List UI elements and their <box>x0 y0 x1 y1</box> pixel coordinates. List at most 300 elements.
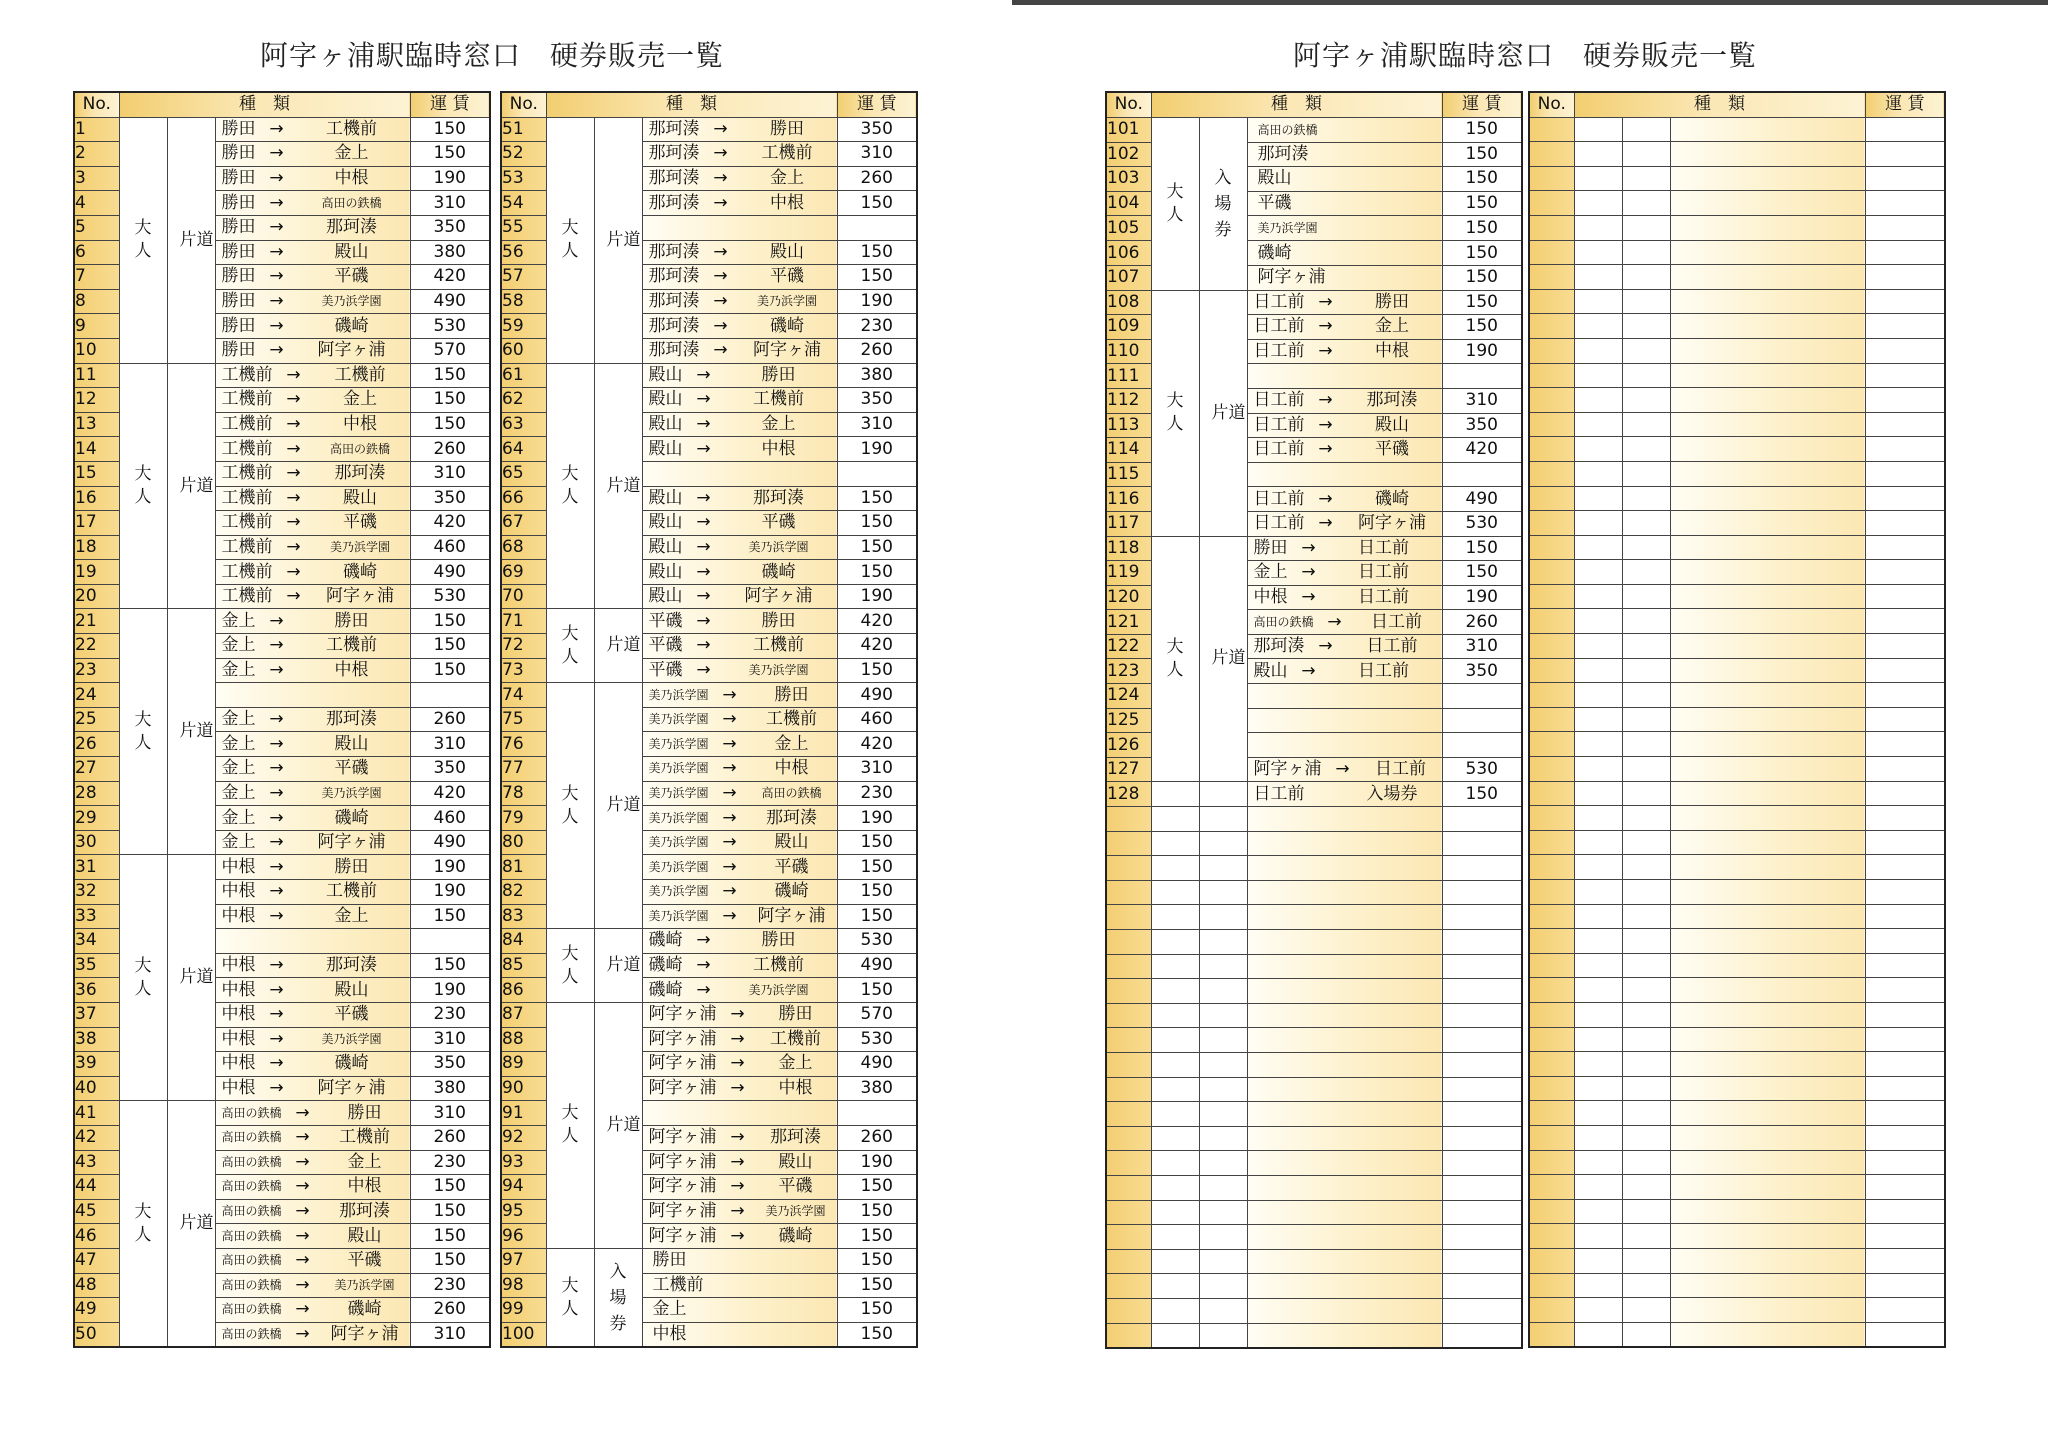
route-cell <box>215 265 410 290</box>
category-platform <box>1199 117 1247 290</box>
category-oneway <box>594 1002 642 1248</box>
arrow-icon: → <box>295 1274 310 1295</box>
to-station: 勝田 <box>761 364 796 385</box>
row-number <box>1106 1151 1151 1176</box>
route-cell <box>1247 634 1442 659</box>
blank-cell <box>1151 954 1199 979</box>
category-adult <box>546 683 594 929</box>
empty-row <box>1106 979 1522 1004</box>
from-station: 金上 <box>221 610 256 631</box>
to-station: 殿山 <box>347 1225 382 1246</box>
row-number <box>1529 880 1574 905</box>
row-number: 121 <box>1106 610 1151 635</box>
route-cell <box>1670 707 1865 732</box>
to-station: 美乃浜学園 <box>334 1277 395 1292</box>
from-station: 金上 <box>221 659 256 680</box>
arrow-icon: → <box>730 1053 745 1074</box>
fare-value <box>1442 733 1522 758</box>
table-row <box>74 609 490 634</box>
from-station: 磯崎 <box>648 979 683 1000</box>
category-adult <box>1151 117 1199 290</box>
category-adult <box>119 609 167 855</box>
row-number: 33 <box>74 904 119 929</box>
category-adult <box>546 1002 594 1248</box>
fare-value <box>1865 560 1945 585</box>
to-station: 美乃浜学園 <box>748 982 809 997</box>
route-cell <box>642 658 837 683</box>
arrow-icon: → <box>696 512 711 533</box>
row-number <box>1529 609 1574 634</box>
to-station: 平磯 <box>770 266 804 287</box>
arrow-icon: → <box>269 266 284 287</box>
from-station: 金上 <box>1253 562 1288 583</box>
row-number: 105 <box>1106 216 1151 241</box>
to-station: 金上 <box>334 905 369 926</box>
from-station: 高田の鉄橋 <box>221 1253 282 1268</box>
row-number: 98 <box>501 1273 546 1298</box>
empty-row <box>1529 1101 1945 1126</box>
from-station: 阿字ヶ浦 <box>648 1078 717 1099</box>
route-cell <box>1670 412 1865 437</box>
fare-value: 460 <box>410 535 490 560</box>
row-number: 53 <box>501 166 546 191</box>
row-number: 41 <box>74 1101 119 1126</box>
blank-cell <box>1622 929 1670 954</box>
to-station: 那珂湊 <box>339 1201 391 1222</box>
row-number: 71 <box>501 609 546 634</box>
fare-value <box>1865 191 1945 216</box>
from-station: 阿字ヶ浦 <box>648 1028 717 1049</box>
fare-value: 230 <box>410 1273 490 1298</box>
to-station: 中根 <box>778 1078 813 1099</box>
empty-row <box>1106 831 1522 856</box>
from-station: 中根 <box>221 856 256 877</box>
to-station: 日工前 <box>1358 537 1409 558</box>
fare-value: 150 <box>837 830 917 855</box>
header-no: No. <box>501 92 546 117</box>
route-cell <box>1247 413 1442 438</box>
row-number: 64 <box>501 437 546 462</box>
to-station: 磯崎 <box>347 1299 382 1320</box>
route-cell <box>1247 1126 1442 1151</box>
adult-label: 大人 <box>561 1103 579 1147</box>
route-cell <box>1670 609 1865 634</box>
from-station: 中根 <box>221 1053 256 1074</box>
to-station: 殿山 <box>334 979 369 1000</box>
fare-value: 230 <box>837 314 917 339</box>
fare-value <box>837 1101 917 1126</box>
empty-row <box>1106 1102 1522 1127</box>
blank-cell <box>1622 757 1670 782</box>
fare-value: 260 <box>1442 610 1522 635</box>
empty-row <box>1529 1298 1945 1323</box>
row-number: 4 <box>74 191 119 216</box>
row-number: 92 <box>501 1125 546 1150</box>
route-cell <box>215 1052 410 1077</box>
to-station: 殿山 <box>334 241 369 262</box>
route-cell <box>1670 117 1865 142</box>
from-station: 那珂湊 <box>648 315 700 336</box>
station-name: 工機前 <box>652 1274 704 1295</box>
row-number: 114 <box>1106 438 1151 463</box>
route-cell <box>1670 191 1865 216</box>
row-number: 37 <box>74 1002 119 1027</box>
category-oneway <box>594 929 642 1003</box>
route-cell <box>642 1076 837 1101</box>
arrow-icon: → <box>269 782 284 803</box>
fare-value <box>1865 904 1945 929</box>
empty-row <box>1106 1175 1522 1200</box>
route-cell <box>642 880 837 905</box>
row-number <box>1529 117 1574 142</box>
blank-cell <box>1199 979 1247 1004</box>
fare-value: 350 <box>1442 659 1522 684</box>
route-cell <box>1247 807 1442 832</box>
row-number: 47 <box>74 1248 119 1273</box>
route-cell <box>642 1101 837 1126</box>
empty-row <box>1529 363 1945 388</box>
route-cell <box>642 388 837 413</box>
to-station: 磯崎 <box>774 881 809 902</box>
blank-cell <box>1622 314 1670 339</box>
route-cell <box>215 1150 410 1175</box>
route-cell <box>215 1027 410 1052</box>
empty-row <box>1529 830 1945 855</box>
empty-row <box>1529 265 1945 290</box>
route-cell <box>1247 1151 1442 1176</box>
arrow-icon: → <box>730 1078 745 1099</box>
route-cell <box>215 461 410 486</box>
empty-row <box>1529 215 1945 240</box>
row-number: 90 <box>501 1076 546 1101</box>
row-number: 40 <box>74 1076 119 1101</box>
category-oneway <box>167 1101 215 1347</box>
to-station: 磯崎 <box>778 1225 813 1246</box>
adult-label: 大人 <box>1166 391 1184 435</box>
route-cell <box>1670 880 1865 905</box>
blank-cell <box>1622 166 1670 191</box>
to-station: 磯崎 <box>1375 488 1409 509</box>
fare-value <box>1865 1248 1945 1273</box>
route-cell <box>1670 732 1865 757</box>
to-station: 那珂湊 <box>1366 390 1418 411</box>
row-number: 11 <box>74 363 119 388</box>
route-cell <box>215 1076 410 1101</box>
fare-value <box>837 461 917 486</box>
row-number: 117 <box>1106 511 1151 536</box>
route-cell <box>1670 1199 1865 1224</box>
fare-value <box>1865 240 1945 265</box>
from-station: 工機前 <box>221 487 273 508</box>
blank-cell <box>1622 1027 1670 1052</box>
arrow-icon: → <box>1301 660 1316 681</box>
to-station: 殿山 <box>778 1151 813 1172</box>
blank-cell <box>1622 461 1670 486</box>
arrow-icon: → <box>269 905 284 926</box>
route-cell <box>1670 486 1865 511</box>
row-number: 70 <box>501 584 546 609</box>
to-station: 平磯 <box>334 1004 369 1025</box>
arrow-icon: → <box>1301 586 1316 607</box>
empty-row <box>1529 953 1945 978</box>
route-cell <box>1670 806 1865 831</box>
arrow-icon: → <box>722 733 737 754</box>
fare-value <box>1865 683 1945 708</box>
blank-cell <box>1574 560 1622 585</box>
blank-cell <box>1574 880 1622 905</box>
fare-value: 310 <box>410 732 490 757</box>
ticket-kind-label: 片道 <box>606 1114 641 1135</box>
row-number <box>1106 1225 1151 1250</box>
route-cell <box>1670 363 1865 388</box>
fare-value: 150 <box>837 1322 917 1347</box>
empty-row <box>1529 1175 1945 1200</box>
to-station: 日工前 <box>1358 562 1409 583</box>
arrow-icon: → <box>1318 636 1333 657</box>
empty-row <box>1529 338 1945 363</box>
fare-value <box>1865 1101 1945 1126</box>
ticket-kind-label: 片道 <box>179 475 214 496</box>
route-cell <box>215 1175 410 1200</box>
route-cell <box>642 1052 837 1077</box>
row-number <box>1529 1273 1574 1298</box>
blank-cell <box>1574 683 1622 708</box>
arrow-icon: → <box>730 1201 745 1222</box>
route-cell <box>1247 684 1442 709</box>
from-station: 金上 <box>221 733 256 754</box>
arrow-icon: → <box>722 758 737 779</box>
from-station: 工機前 <box>221 586 273 607</box>
fare-value: 350 <box>410 215 490 240</box>
to-station: 美乃浜学園 <box>748 662 809 677</box>
route-cell <box>1247 880 1442 905</box>
arrow-icon: → <box>286 414 301 435</box>
station-name: 中根 <box>652 1323 687 1344</box>
fare-value: 350 <box>837 388 917 413</box>
to-station: 美乃浜学園 <box>321 785 382 800</box>
from-station: 美乃浜学園 <box>648 761 709 776</box>
row-number: 93 <box>501 1150 546 1175</box>
route-cell <box>1670 584 1865 609</box>
blank-cell <box>1199 1274 1247 1299</box>
empty-row <box>1529 437 1945 462</box>
from-station: 高田の鉄橋 <box>221 1228 282 1243</box>
to-station: 平磯 <box>334 266 369 287</box>
arrow-icon: → <box>730 1225 745 1246</box>
blank-cell <box>1574 486 1622 511</box>
category-adult <box>546 609 594 683</box>
blank-cell <box>1574 314 1622 339</box>
route-cell <box>642 511 837 536</box>
station-name: 高田の鉄橋 <box>1257 122 1318 137</box>
fare-value: 380 <box>837 363 917 388</box>
blank-cell <box>1622 683 1670 708</box>
arrow-icon: → <box>722 807 737 828</box>
empty-row <box>1106 1151 1522 1176</box>
row-number: 31 <box>74 855 119 880</box>
fare-value: 310 <box>837 142 917 167</box>
row-number: 124 <box>1106 684 1151 709</box>
row-number <box>1106 1323 1151 1348</box>
blank-cell <box>1574 1076 1622 1101</box>
route-cell <box>642 634 837 659</box>
category-oneway <box>167 609 215 855</box>
fare-value <box>1865 707 1945 732</box>
row-number <box>1106 1052 1151 1077</box>
table-row <box>501 683 917 708</box>
row-number: 127 <box>1106 757 1151 782</box>
empty-row <box>1529 314 1945 339</box>
blank-cell <box>1622 240 1670 265</box>
route-cell <box>1247 1249 1442 1274</box>
arrow-icon: → <box>696 635 711 656</box>
category-oneway <box>594 683 642 929</box>
row-number <box>1529 511 1574 536</box>
fare-value <box>1865 732 1945 757</box>
from-station: 勝田 <box>221 217 256 238</box>
arrow-icon: → <box>286 438 301 459</box>
ticket-kind-label: 片道 <box>179 229 214 250</box>
category-adult <box>119 1101 167 1347</box>
route-cell <box>1247 315 1442 340</box>
fare-value <box>1865 215 1945 240</box>
fare-value <box>1865 486 1945 511</box>
to-station: 中根 <box>343 414 377 435</box>
from-station: 高田の鉄橋 <box>221 1179 282 1194</box>
route-cell <box>1247 1323 1442 1348</box>
blank-cell <box>1574 978 1622 1003</box>
route-cell <box>1247 1028 1442 1053</box>
table-row <box>501 1248 917 1273</box>
blank-cell <box>1151 1077 1199 1102</box>
blank-cell <box>1574 1101 1622 1126</box>
table-row <box>501 117 917 142</box>
arrow-icon: → <box>286 487 301 508</box>
row-number: 101 <box>1106 117 1151 142</box>
arrow-icon: → <box>713 291 728 312</box>
fare-value: 150 <box>410 658 490 683</box>
blank-cell <box>1622 1150 1670 1175</box>
empty-row <box>1529 289 1945 314</box>
blank-cell <box>1622 658 1670 683</box>
blank-cell <box>1574 634 1622 659</box>
route-cell <box>642 1248 837 1273</box>
route-cell <box>215 1125 410 1150</box>
row-number: 49 <box>74 1298 119 1323</box>
to-station: 金上 <box>761 414 796 435</box>
to-station: 阿字ヶ浦 <box>757 905 826 926</box>
row-number: 111 <box>1106 364 1151 389</box>
arrow-icon: → <box>269 832 284 853</box>
fare-value: 380 <box>410 240 490 265</box>
fare-value: 570 <box>410 338 490 363</box>
blank-cell <box>1622 855 1670 880</box>
arrow-icon: → <box>696 561 711 582</box>
to-station: 金上 <box>347 1151 382 1172</box>
blank-cell <box>1622 1224 1670 1249</box>
to-station: 阿字ヶ浦 <box>326 586 394 607</box>
category-adult <box>546 1248 594 1347</box>
to-station: 阿字ヶ浦 <box>317 340 386 361</box>
fare-value: 420 <box>837 732 917 757</box>
arrow-icon: → <box>295 1201 310 1222</box>
arrow-icon: → <box>1318 291 1333 312</box>
route-cell <box>1247 536 1442 561</box>
row-number: 46 <box>74 1224 119 1249</box>
row-number: 126 <box>1106 733 1151 758</box>
fare-value: 150 <box>837 880 917 905</box>
fare-value: 460 <box>410 806 490 831</box>
route-cell <box>1670 314 1865 339</box>
blank-cell <box>1151 807 1199 832</box>
arrow-icon: → <box>713 143 728 164</box>
arrow-icon: → <box>286 364 301 385</box>
route-cell <box>1247 438 1442 463</box>
category-oneway <box>594 609 642 683</box>
from-station: 美乃浜学園 <box>648 884 709 899</box>
empty-row <box>1529 191 1945 216</box>
to-station: 工機前 <box>339 1127 391 1148</box>
row-number <box>1529 658 1574 683</box>
empty-row <box>1529 142 1945 167</box>
empty-row <box>1106 1126 1522 1151</box>
header-kind: 種 類 <box>1574 92 1865 117</box>
route-cell <box>1670 1125 1865 1150</box>
row-number: 50 <box>74 1322 119 1347</box>
empty-row <box>1529 1248 1945 1273</box>
route-cell <box>215 1002 410 1027</box>
blank-cell <box>1622 1125 1670 1150</box>
to-station: 中根 <box>334 168 369 189</box>
blank-cell <box>1574 929 1622 954</box>
route-cell <box>642 609 837 634</box>
arrow-icon: → <box>1318 513 1333 534</box>
fare-value <box>1865 1052 1945 1077</box>
arrow-icon: → <box>696 955 711 976</box>
fare-value <box>1865 584 1945 609</box>
blank-cell <box>1199 807 1247 832</box>
blank-cell <box>1199 1028 1247 1053</box>
empty-row <box>1529 117 1945 142</box>
fare-value: 150 <box>1442 241 1522 266</box>
from-station: 高田の鉄橋 <box>221 1277 282 1292</box>
arrow-icon: → <box>1318 316 1333 337</box>
blank-cell <box>1151 1126 1199 1151</box>
header-kind: 種 類 <box>1151 92 1442 117</box>
blank-cell <box>1151 1028 1199 1053</box>
from-station: 工機前 <box>221 512 273 533</box>
fare-value <box>1865 855 1945 880</box>
row-number: 86 <box>501 978 546 1003</box>
fare-value <box>410 929 490 954</box>
arrow-icon: → <box>1327 611 1342 632</box>
to-station: 工機前 <box>326 881 377 902</box>
blank-cell <box>1622 830 1670 855</box>
to-station: 平磯 <box>347 1250 382 1271</box>
row-number: 21 <box>74 609 119 634</box>
arrow-icon: → <box>269 315 284 336</box>
arrow-icon: → <box>286 512 301 533</box>
route-cell <box>1670 683 1865 708</box>
table-row <box>501 929 917 954</box>
fare-value <box>1442 1126 1522 1151</box>
arrow-icon: → <box>1318 488 1333 509</box>
fare-value <box>1865 929 1945 954</box>
to-station: 高田の鉄橋 <box>321 195 382 210</box>
blank-cell <box>1151 979 1199 1004</box>
row-number: 122 <box>1106 634 1151 659</box>
fare-value <box>1865 1125 1945 1150</box>
